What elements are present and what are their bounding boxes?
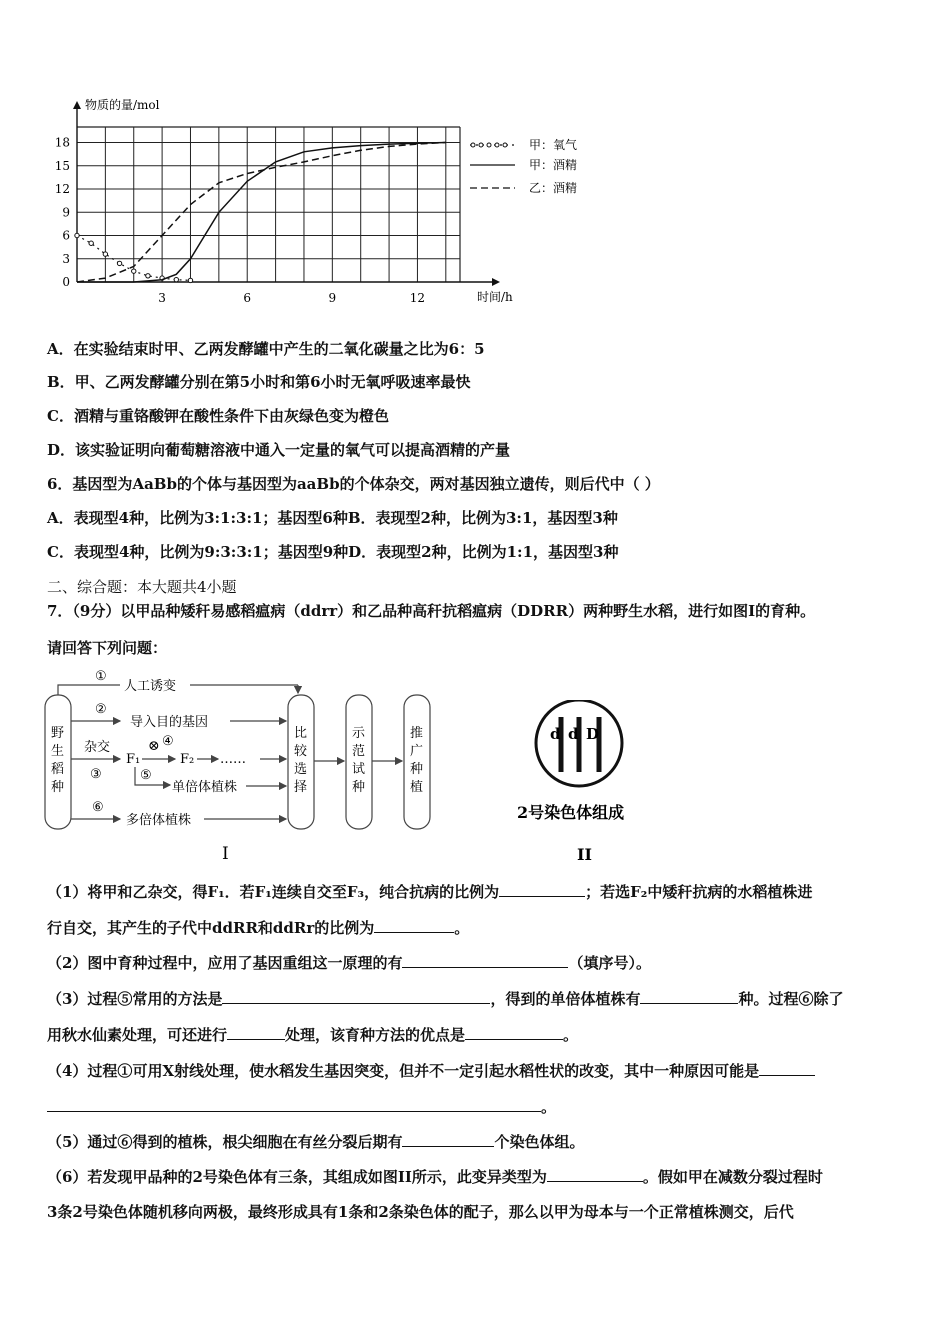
x-axis-arrow (492, 278, 500, 286)
q7-sub4-line1: （4）过程①可用X射线处理，使水稻发生基因突变，但并不一定引起水稻性状的改变，其中一种原因可能是 (47, 1060, 815, 1081)
self-cross-symbol: ⊗ (148, 738, 160, 754)
answer-blank-5[interactable] (640, 989, 738, 1004)
oxygen-point (103, 252, 107, 256)
y-tick-label: 3 (62, 251, 70, 266)
y-axis-label: 物质的量/mol (85, 98, 160, 112)
section-heading: 二、综合题：本大题共4小题 (47, 578, 237, 596)
x-tick-label: 3 (158, 291, 166, 305)
gene-d-2: d (568, 725, 579, 743)
chart-grid (77, 127, 460, 282)
answer-blank-6[interactable] (227, 1025, 285, 1040)
q5-option-c: C．酒精与重铬酸钾在酸性条件下由灰绿色变为橙色 (47, 407, 389, 425)
q7-sub6-line1: （6）若发现甲品种的2号染色体有三条，其组成如图II所示，此变异类型为 。假如甲在减数分裂过程时 (47, 1168, 823, 1186)
breeding-flowchart (40, 665, 450, 865)
chromosome-figure (505, 700, 665, 870)
q6-stem: 6．基因型为AaBb的个体与基因型为aaBb的个体杂交，两对基因独立遗传，则后代中（ ） (47, 475, 660, 493)
y-tick-label: 0 (62, 275, 70, 289)
q7-sub3-line2: 用秋水仙素处理，可还进行 处理，该育种方法的优点是 。 (47, 1026, 579, 1044)
y-tick-label: 15 (55, 158, 70, 173)
q6-options-cd: C．表现型4种，比例为9:3:3:1；基因型9种D．表现型2种，比例为1:1，基因型3种 (47, 543, 619, 561)
route-3-num: ③ (90, 767, 102, 782)
x-tick-label: 9 (328, 291, 337, 305)
q7-sub4-line2: 。 (47, 1096, 556, 1117)
q7-instruction: 请回答下列问题： (47, 639, 168, 657)
ellipsis: …… (220, 752, 246, 767)
route-5-label: 单倍体植株 (172, 780, 238, 795)
route-6-num: ⑥ (92, 800, 104, 815)
oxygen-point (174, 277, 178, 281)
answer-blank-4[interactable] (222, 989, 490, 1004)
y-axis-arrow (73, 101, 81, 109)
q7-sub2: （2）图中育种过程中，应用了基因重组这一原理的有 （填序号）。 (47, 954, 651, 972)
answer-blank-7[interactable] (465, 1025, 563, 1040)
q6-options-ab: A．表现型4种，比例为3:1:3:1；基因型6种B．表现型2种，比例为3:1，基因型3种 (47, 509, 618, 527)
answer-blank-8[interactable] (759, 1061, 815, 1076)
oxygen-point (89, 241, 93, 245)
oxygen-point (75, 233, 79, 237)
q5-option-b: B．甲、乙两发酵罐分别在第5小时和第6小时无氧呼吸速率最快 (47, 373, 471, 391)
line-chart (55, 95, 615, 310)
y-tick-label: 12 (55, 182, 70, 196)
q7-sub3-line1: （3）过程⑤常用的方法是 ，得到的单倍体植株有 种。过程⑥除了 (47, 990, 844, 1008)
legend-item-jia-oxygen: 甲：氧气 (529, 138, 578, 152)
y-tick-label: 6 (62, 228, 70, 243)
route-2-num: ② (95, 702, 107, 717)
q7-sub1-line1: （1）将甲和乙杂交，得F₁．若F₁连续自交至F₃，纯合抗病的比例为 ；若选F₂中矮秆抗病的水稻植株进 (47, 883, 813, 901)
f2-label: F₂ (180, 752, 195, 767)
f1-label: F₁ (126, 752, 141, 767)
box-promote-plant: 推广种植 (410, 726, 424, 795)
chart-legend (470, 137, 577, 195)
y-tick-label: 9 (62, 205, 70, 220)
legend-item-jia-alcohol: 甲：酒精 (529, 158, 578, 172)
route-5-num: ⑤ (140, 768, 152, 783)
figure-2-caption: II (577, 845, 592, 864)
box-wild-rice: 野生稻种 (51, 726, 65, 795)
route-6-label: 多倍体植株 (126, 813, 192, 828)
y-tick-label: 18 (55, 135, 70, 150)
answer-blank-3[interactable] (402, 953, 568, 968)
box-compare-select: 比较选择 (294, 726, 308, 795)
oxygen-point (146, 274, 150, 278)
legend-item-yi-alcohol: 乙：酒精 (529, 181, 578, 195)
gene-d-1: d (550, 725, 561, 743)
route-1-label: 人工诱变 (124, 679, 177, 694)
oxygen-point (188, 278, 192, 282)
q5-option-d: D．该实验证明向葡萄糖溶液中通入一定量的氧气可以提高酒精的产量 (47, 441, 511, 459)
chart-ticks (55, 136, 425, 306)
x-axis-label: 时间/h (477, 290, 513, 304)
oxygen-point (117, 261, 121, 265)
figure-1-caption: I (222, 844, 229, 864)
figure-2-title: 2号染色体组成 (517, 803, 625, 822)
oxygen-point (132, 269, 136, 273)
q7-sub5: （5）通过⑥得到的植株，根尖细胞在有丝分裂后期有 个染色体组。 (47, 1133, 585, 1151)
x-tick-label: 6 (243, 291, 252, 305)
answer-blank-9[interactable] (402, 1132, 494, 1147)
answer-blank-1[interactable] (499, 882, 585, 897)
answer-blank-10[interactable] (547, 1167, 643, 1182)
cross-label: 杂交 (84, 740, 111, 755)
answer-blank-2[interactable] (374, 918, 454, 933)
q7-sub6-line2: 3条2号染色体随机移向两极，最终形成具有1条和2条染色体的配子，那么以甲为母本与一个正常植株测交，后代 (47, 1203, 794, 1221)
answer-blank-8-cont[interactable] (47, 1097, 541, 1112)
x-tick-label: 12 (409, 291, 426, 305)
gene-D: D (586, 725, 600, 743)
q7-sub1-line2: 行自交，其产生的子代中ddRR和ddRr的比例为 。 (47, 919, 470, 937)
route-4-num: ④ (162, 734, 174, 749)
route-2-label: 导入目的基因 (130, 715, 209, 730)
q7-stem: 7．（9分）以甲品种矮秆易感稻瘟病（ddrr）和乙品种高秆抗稻瘟病（DDRR）两种野生水稻，进行如图I的育种。 (47, 602, 816, 620)
box-demo-trial: 示范试种 (352, 726, 366, 795)
route-1-num: ① (95, 669, 107, 684)
q5-option-a: A．在实验结束时甲、乙两发酵罐中产生的二氧化碳量之比为6：5 (47, 340, 485, 358)
